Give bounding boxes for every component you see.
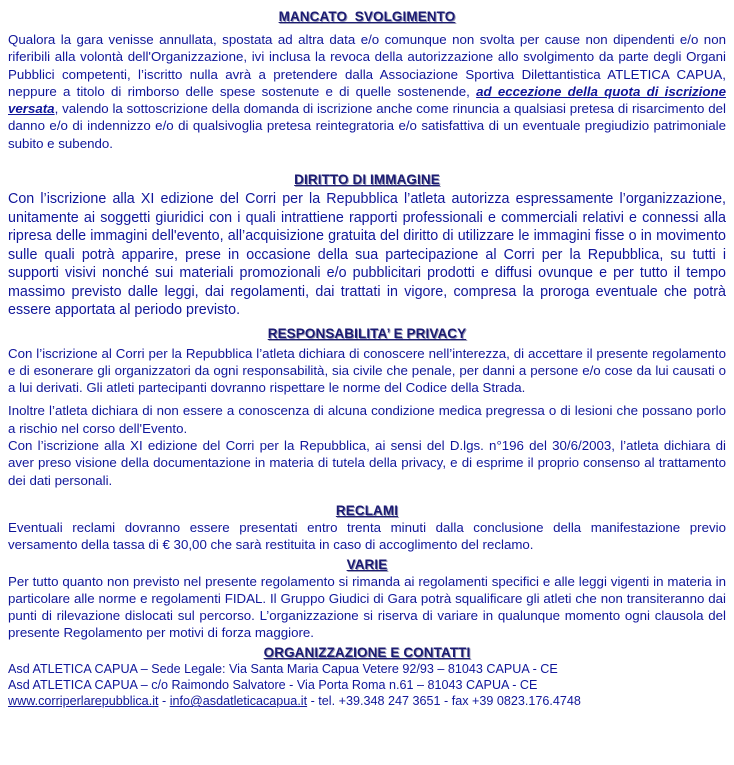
heading-diritto-immagine: DIRITTO DI IMMAGINE	[294, 172, 440, 188]
heading-reclami: RECLAMI	[335, 502, 399, 518]
website-link[interactable]: www.corriperlarepubblica.it	[8, 694, 159, 709]
regulation-page	[8, 9, 726, 709]
paragraph-privacy-1: Con l’iscrizione al Corri per la Repubblica l’atleta dichiara di conoscere nell’interezza, di accettare il presente regolamento e di esonerare gli organizzatori da ogni responsabilità, sia civile che penale, per danni a persone e/o cose da lui causati o a lui derivati. Gli atleti partecipanti dovranno rispettare le norme del Codice della Strada.	[8, 345, 726, 396]
contact-line-recapito: Asd ATLETICA CAPUA – c/o Raimondo Salvatore - Via Porta Roma n.61 – 81043 CAPUA - CE	[8, 677, 538, 692]
paragraph-diritto-immagine: Con l’iscrizione alla XI edizione del Corri per la Repubblica l’atleta autorizza espressamente l’organizzazione, unitamente ai soggetti giuridici con i quali intrattiene rapporti professionali e commerciali relativi e connessi alla ripresa delle immagini dell'evento, all’acquisizione gratuita del diritto di utilizzare le immagini fisse o in movimento sulle quali potrà apparire, prese in occasione della sua partecipazione al Corri per la Repubblica, su tutti i supporti visivi nonché sui materiali promozionali e/o pubblicitari prodotti e diffusi ovunque e per tutto il tempo massimo previsto dalle leggi, dai regolamenti, dai trattati in vigore, compresa la proroga eventuale che potrà essere apportata al periodo previsto.	[8, 191, 726, 319]
heading-organizzazione-contatti: ORGANIZZAZIONE E CONTATTI	[263, 644, 471, 660]
contact-line-sede-legale: Asd ATLETICA CAPUA – Sede Legale: Via Santa Maria Capua Vetere 92/93 – 81043 CAPUA - CE	[8, 661, 558, 676]
heading-varie: VARIE	[346, 556, 388, 572]
email-link[interactable]: info@asdatleticacapua.it	[169, 694, 308, 709]
contact-line-links	[8, 693, 726, 709]
paragraph-mancato-svolgimento	[8, 31, 726, 152]
paragraph-reclami: Eventuali reclami dovranno essere presentati entro trenta minuti dalla conclusione della manifestazione previo versamento della tassa di € 30,00 che sarà restituita in caso di accoglimento del reclamo.	[8, 519, 726, 553]
contact-separator: -	[158, 694, 170, 709]
mancato-emphasis: ad eccezione della quota di iscrizione versata	[8, 83, 726, 117]
mancato-text-before: Qualora la gara venisse annullata, spostata ad altra data e/o comunque non svolta per cause non dipendenti e/o non riferibili alla volontà dell'Organizzazione, ivi inclusa la revoca della autorizzazione allo svolgimento da parte degli Organi Pubblici competenti, l’iscritto nulla avrà a pretendere dalla Associazione Sportiva Dilettantistica ATLETICA CAPUA, neppure a titolo di rimborso delle spese sostenute e di quelle sostenende,	[8, 32, 726, 99]
phone-fax-text: - tel. +39.348 247 3651 - fax +39 0823.176.4748	[307, 694, 581, 709]
heading-responsabilita-privacy: RESPONSABILITA’ E PRIVACY	[267, 325, 467, 341]
paragraph-varie: Per tutto quanto non previsto nel presente regolamento si rimanda ai regolamenti specifici e alle leggi vigenti in materia in particolare alle norme e regolamenti FIDAL. Il Gruppo Giudici di Gara potrà squalificare gli atleti che non transiteranno dai punti di rilevazione dislocati sul percorso. L’organizzazione si riserva di variare in qualunque momento ogni clausola del presente Regolamento per motivi di forza maggiore.	[8, 573, 726, 641]
paragraph-privacy-2: Inoltre l’atleta dichiara di non essere a conoscenza di alcuna condizione medica pregressa o di lesioni che possano porlo a rischio nel corso dell'Evento.	[8, 403, 726, 436]
mancato-text-after: , valendo la sottoscrizione della domanda di iscrizione anche come rinuncia a qualsiasi pretesa di risarcimento del danno e/o di indennizzo e/o di qualsivoglia pretesa reintegratoria e/o satisfattiva di un eventuale pregiudizio patrimoniale subito e subendo.	[8, 101, 726, 151]
heading-mancato-svolgimento: MANCATO SVOLGIMENTO	[278, 9, 456, 24]
paragraph-privacy-3: Con l’iscrizione alla XI edizione del Corri per la Repubblica, ai sensi del D.lgs. n°196 del 30/6/2003, l’atleta dichiara di aver preso visione della documentazione in materia di tutela della privacy, e di esprime il proprio consenso al trattamento dei dati personali.	[8, 438, 726, 488]
